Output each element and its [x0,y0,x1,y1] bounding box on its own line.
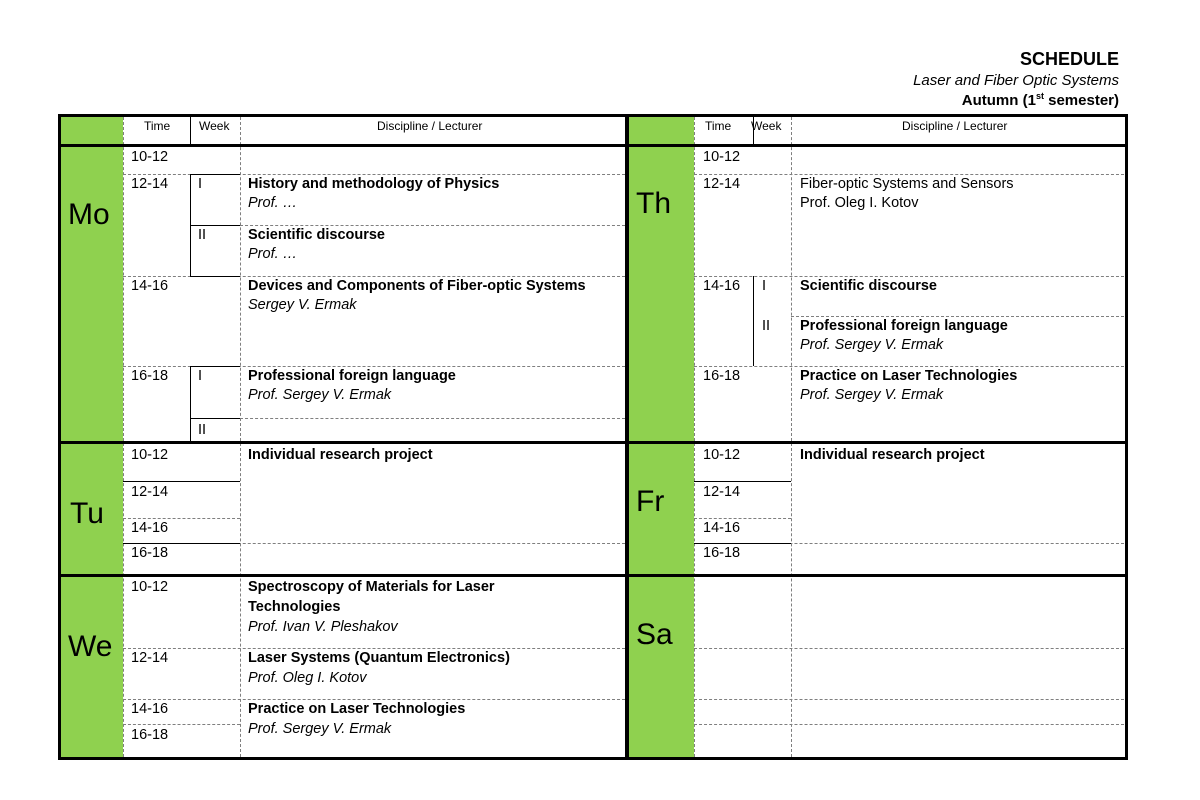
mo-lecturer-pfl: Prof. Sergey V. Ermak [248,387,392,403]
fr-time-2: 12-14 [703,484,741,500]
left-time-header: Time [144,119,171,133]
we-lecturer-practice: Prof. Sergey V. Ermak [248,721,392,737]
day-thursday: Th [636,187,672,220]
th-time-4: 16-18 [703,368,741,384]
fr-lesson-irp: Individual research project [800,447,985,463]
mo-week-2: II [198,227,207,243]
page-title: SCHEDULE [1019,49,1119,69]
we-lecturer-laser: Prof. Oleg I. Kotov [248,670,367,686]
mo-lesson-pfl: Professional foreign language [248,368,456,384]
mo-week-1: I [198,176,203,192]
tu-time-2: 12-14 [131,484,169,500]
right-time-header: Time [705,119,732,133]
tu-time-1: 10-12 [131,447,169,463]
fr-time-3: 14-16 [703,520,741,536]
right-discipline-header: Discipline / Lecturer [902,119,1008,133]
tu-lesson-irp: Individual research project [248,447,433,463]
mo-time-4: 16-18 [131,368,169,384]
left-header-bar [61,117,123,144]
day-monday: Mo [68,198,110,231]
th-lecturer-practice: Prof. Sergey V. Ermak [800,387,944,403]
left-day-bar [61,147,123,757]
right-header-bar [629,117,694,144]
day-wednesday: We [68,630,113,663]
semester-label: Autumn (1st semester) [961,91,1119,109]
left-discipline-header: Discipline / Lecturer [377,119,483,133]
mo-lesson-history: History and methodology of Physics [248,176,500,192]
tu-time-4: 16-18 [131,545,169,561]
fr-time-4: 16-18 [703,545,741,561]
th-lecturer-fos: Prof. Oleg I. Kotov [800,195,919,211]
mo-time-1: 10-12 [131,149,169,165]
day-friday: Fr [636,485,665,518]
th-lesson-fos: Fiber-optic Systems and Sensors [800,176,1014,192]
th-lesson-practice: Practice on Laser Technologies [800,368,1018,384]
mo-time-2: 12-14 [131,176,169,192]
mo-lecturer-devices: Sergey V. Ermak [248,297,357,313]
th-time-3: 14-16 [703,278,741,294]
left-week-header: Week [199,119,230,133]
th-lesson-scientific: Scientific discourse [800,278,937,294]
th-time-2: 12-14 [703,176,741,192]
right-week-header: Week [751,119,782,133]
day-saturday: Sa [636,618,673,651]
we-lesson-laser: Laser Systems (Quantum Electronics) [248,650,510,666]
right-day-bar [629,147,694,757]
we-lecturer-spectroscopy: Prof. Ivan V. Pleshakov [248,619,398,635]
we-time-1: 10-12 [131,579,169,595]
we-time-4: 16-18 [131,727,169,743]
day-tuesday: Tu [70,497,104,530]
th-week-1: I [762,278,767,294]
we-lesson-practice: Practice on Laser Technologies [248,701,466,717]
program-name: Laser and Fiber Optic Systems [913,72,1119,89]
we-time-3: 14-16 [131,701,169,717]
we-time-2: 12-14 [131,650,169,666]
mo-lesson-scientific: Scientific discourse [248,227,385,243]
mo-lecturer-history: Prof. … [248,195,298,211]
mo-week-1b: I [198,368,203,384]
th-time-1: 10-12 [703,149,741,165]
th-lesson-pfl: Professional foreign language [800,318,1008,334]
we-lesson-spectroscopy-2: Technologies [248,599,341,615]
mo-lesson-devices: Devices and Components of Fiber-optic Systems [248,278,586,294]
th-week-2: II [762,318,771,334]
we-lesson-spectroscopy: Spectroscopy of Materials for Laser [248,579,495,595]
fr-time-1: 10-12 [703,447,741,463]
tu-time-3: 14-16 [131,520,169,536]
th-lecturer-pfl: Prof. Sergey V. Ermak [800,337,944,353]
mo-time-3: 14-16 [131,278,169,294]
mo-lecturer-scientific: Prof. … [248,246,298,262]
mo-week-2b: II [198,422,207,438]
